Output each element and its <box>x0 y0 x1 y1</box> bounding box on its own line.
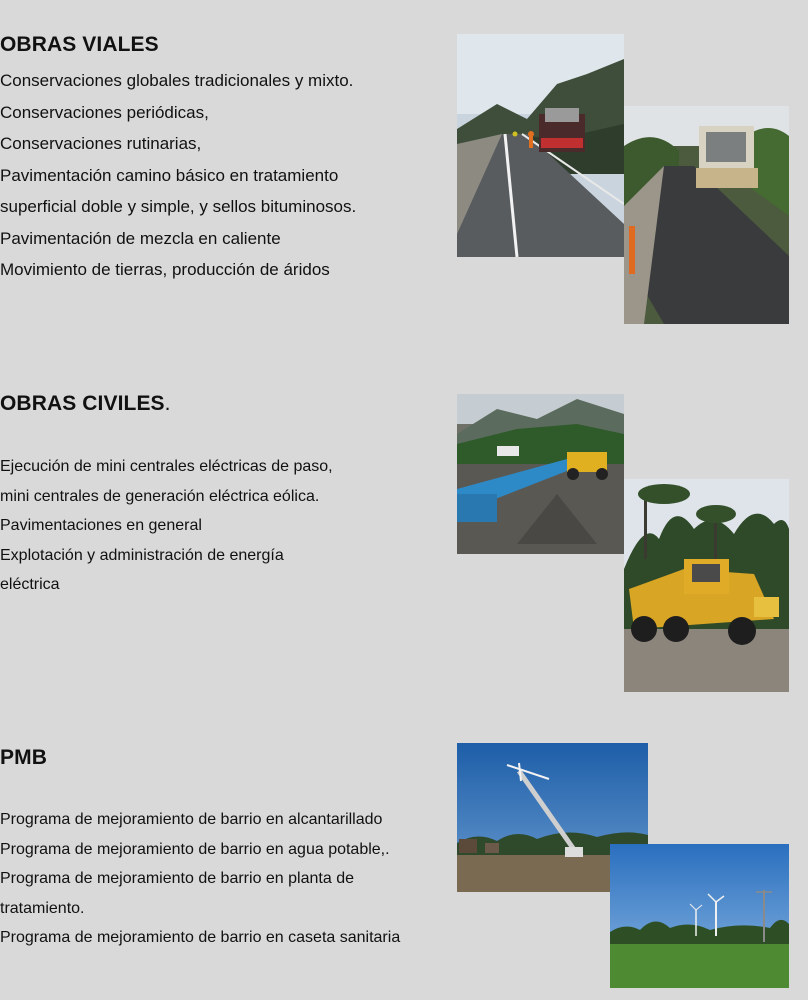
section-title-obras-civiles <box>0 392 171 416</box>
section-title-text: OBRAS CIVILES <box>0 392 165 415</box>
list-item: Conservaciones periódicas, <box>0 102 209 122</box>
section-title-suffix: . <box>164 392 171 415</box>
section-title-text: PMB <box>0 746 47 769</box>
crushing-plant-photo <box>457 394 624 554</box>
list-item: Programa de mejoramiento de barrio en agua potable,. <box>0 840 390 858</box>
list-item: Conservaciones globales tradicionales y mixto. <box>0 71 354 90</box>
list-item: Explotación y administración de energía <box>0 546 284 564</box>
section-list-pmb <box>0 805 400 953</box>
section-title-text: OBRAS VIALES <box>0 33 159 56</box>
list-item: Ejecución de mini centrales eléctricas de paso, <box>0 458 333 475</box>
section-list-obras-civiles <box>0 452 333 600</box>
list-item: Programa de mejoramiento de barrio en alcantarillado <box>0 811 383 828</box>
section-title-obras-viales <box>0 33 159 57</box>
list-item: Programa de mejoramiento de barrio en caseta sanitaria <box>0 929 401 946</box>
list-item: Conservaciones rutinarias, <box>0 134 202 153</box>
section-list-obras-viales <box>0 65 356 286</box>
wind-turbines-field-photo <box>610 844 789 988</box>
road-paving-photo <box>457 34 624 257</box>
dump-truck-photo <box>624 479 789 692</box>
list-item: eléctrica <box>0 576 60 593</box>
list-item: Pavimentación de mezcla en caliente <box>0 228 281 248</box>
list-item: Movimiento de tierras, producción de áridos <box>0 260 330 279</box>
list-item: Pavimentación camino básico en tratamiento <box>0 165 339 185</box>
road-roller-photo <box>624 106 789 324</box>
list-item: tratamiento. <box>0 899 85 917</box>
list-item: Pavimentaciones en general <box>0 517 202 534</box>
list-item: Programa de mejoramiento de barrio en planta de <box>0 870 354 887</box>
list-item: superficial doble y simple, y sellos bituminosos. <box>0 197 357 216</box>
list-item: mini centrales de generación eléctrica eólica. <box>0 487 320 505</box>
section-title-pmb <box>0 746 47 770</box>
